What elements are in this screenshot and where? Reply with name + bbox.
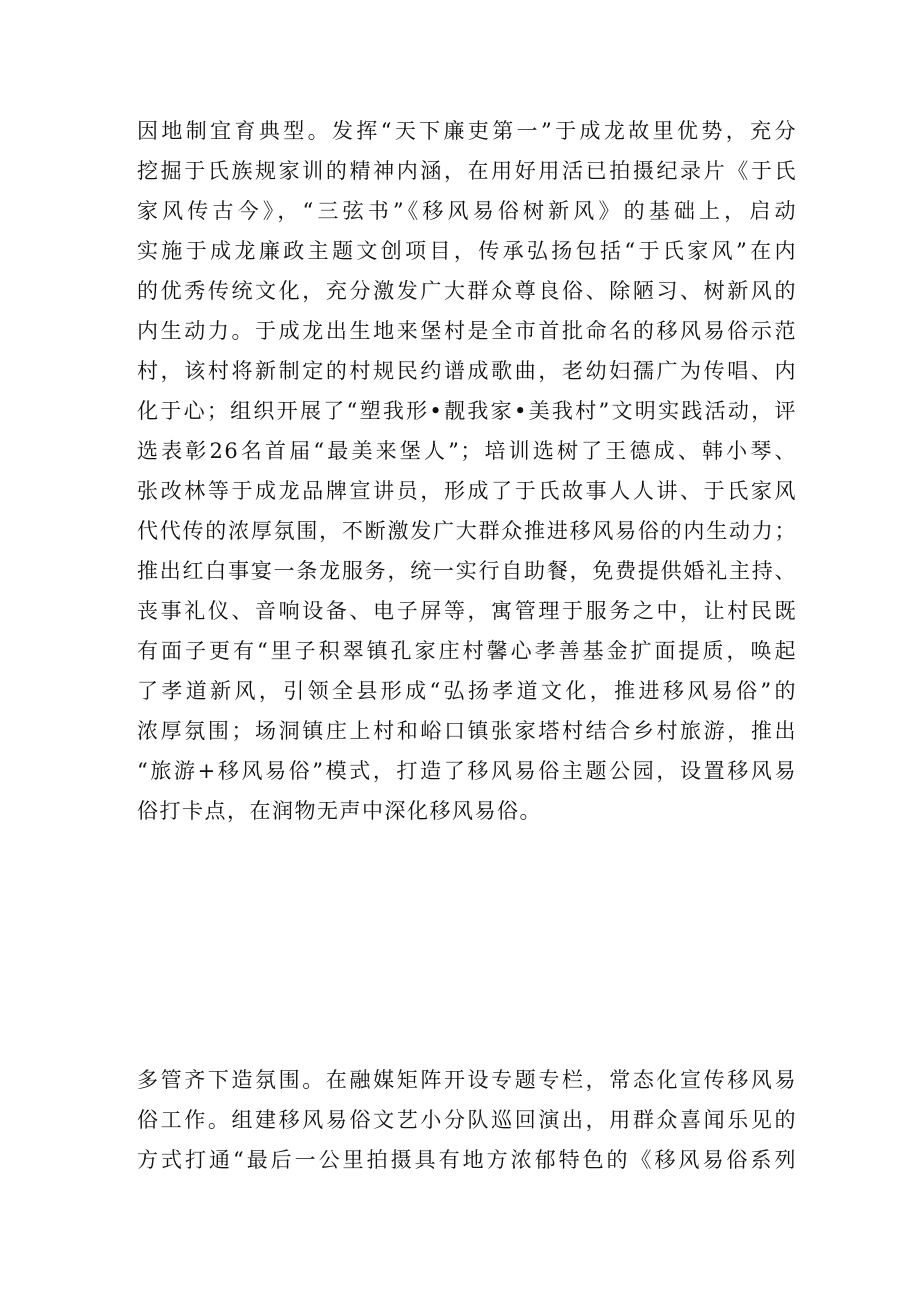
text-line: 的优秀传统文化，充分激发广大群众尊良俗、除陋习、树新风的 xyxy=(137,279,797,303)
text-line: 挖掘于氏族规家训的精神内涵，在用好用活已拍摄纪录片《于氏 xyxy=(137,159,797,183)
text-line: 了孝道新风，引领全县形成“弘扬孝道文化，推进移风易俗”的 xyxy=(137,679,797,703)
text-line: 推出红白事宴一条龙服务，统一实行自助餐，免费提供婚礼主持、 xyxy=(137,559,797,583)
text-line: 家风传古今》，“三弦书”《移风易俗树新风》的基础上，启动 xyxy=(137,199,797,223)
text-line: 有面子更有“里子积翠镇孔家庄村馨心孝善基金扩面提质，唤起 xyxy=(137,639,797,663)
text-line: 化于心；组织开展了“塑我形•靓我家•美我村”文明实践活动，评 xyxy=(137,399,797,423)
text-line: 浓厚氛围；场洞镇庄上村和峪口镇张家塔村结合乡村旅游，推出 xyxy=(137,719,797,743)
text-line: 多管齐下造氛围。在融媒矩阵开设专题专栏，常态化宣传移风易 xyxy=(137,1068,797,1092)
text-line: 俗工作。组建移风易俗文艺小分队巡回演出，用群众喜闻乐见的 xyxy=(137,1108,797,1132)
text-line: “旅游+移风易俗”模式，打造了移风易俗主题公园，设置移风易 xyxy=(137,759,797,783)
text-line: 村，该村将新制定的村规民约谱成歌曲，老幼妇孺广为传唱、内 xyxy=(137,359,797,383)
text-line: 方式打通“最后一公里拍摄具有地方浓郁特色的《移风易俗系列 xyxy=(137,1148,797,1172)
text-line: 实施于成龙廉政主题文创项目，传承弘扬包括“于氏家风”在内 xyxy=(137,239,797,263)
paragraph-create-atmosphere xyxy=(137,1060,797,1180)
text-line: 俗打卡点，在润物无声中深化移风易俗。 xyxy=(137,799,542,823)
text-line: 丧事礼仪、音响设备、电子屏等，寓管理于服务之中，让村民既 xyxy=(137,599,797,623)
text-line: 选表彰26名首届“最美来堡人”；培训选树了王德成、韩小琴、 xyxy=(137,439,797,463)
paragraph-cultivate-models xyxy=(137,111,797,831)
text-line: 因地制宜育典型。发挥“天下廉吏第一”于成龙故里优势，充分 xyxy=(137,119,797,143)
text-line: 内生动力。于成龙出生地来堡村是全市首批命名的移风易俗示范 xyxy=(137,319,797,343)
text-line: 代代传的浓厚氛围，不断激发广大群众推进移风易俗的内生动力； xyxy=(137,519,797,543)
text-line: 张改林等于成龙品牌宣讲员，形成了于氏故事人人讲、于氏家风 xyxy=(137,479,797,503)
